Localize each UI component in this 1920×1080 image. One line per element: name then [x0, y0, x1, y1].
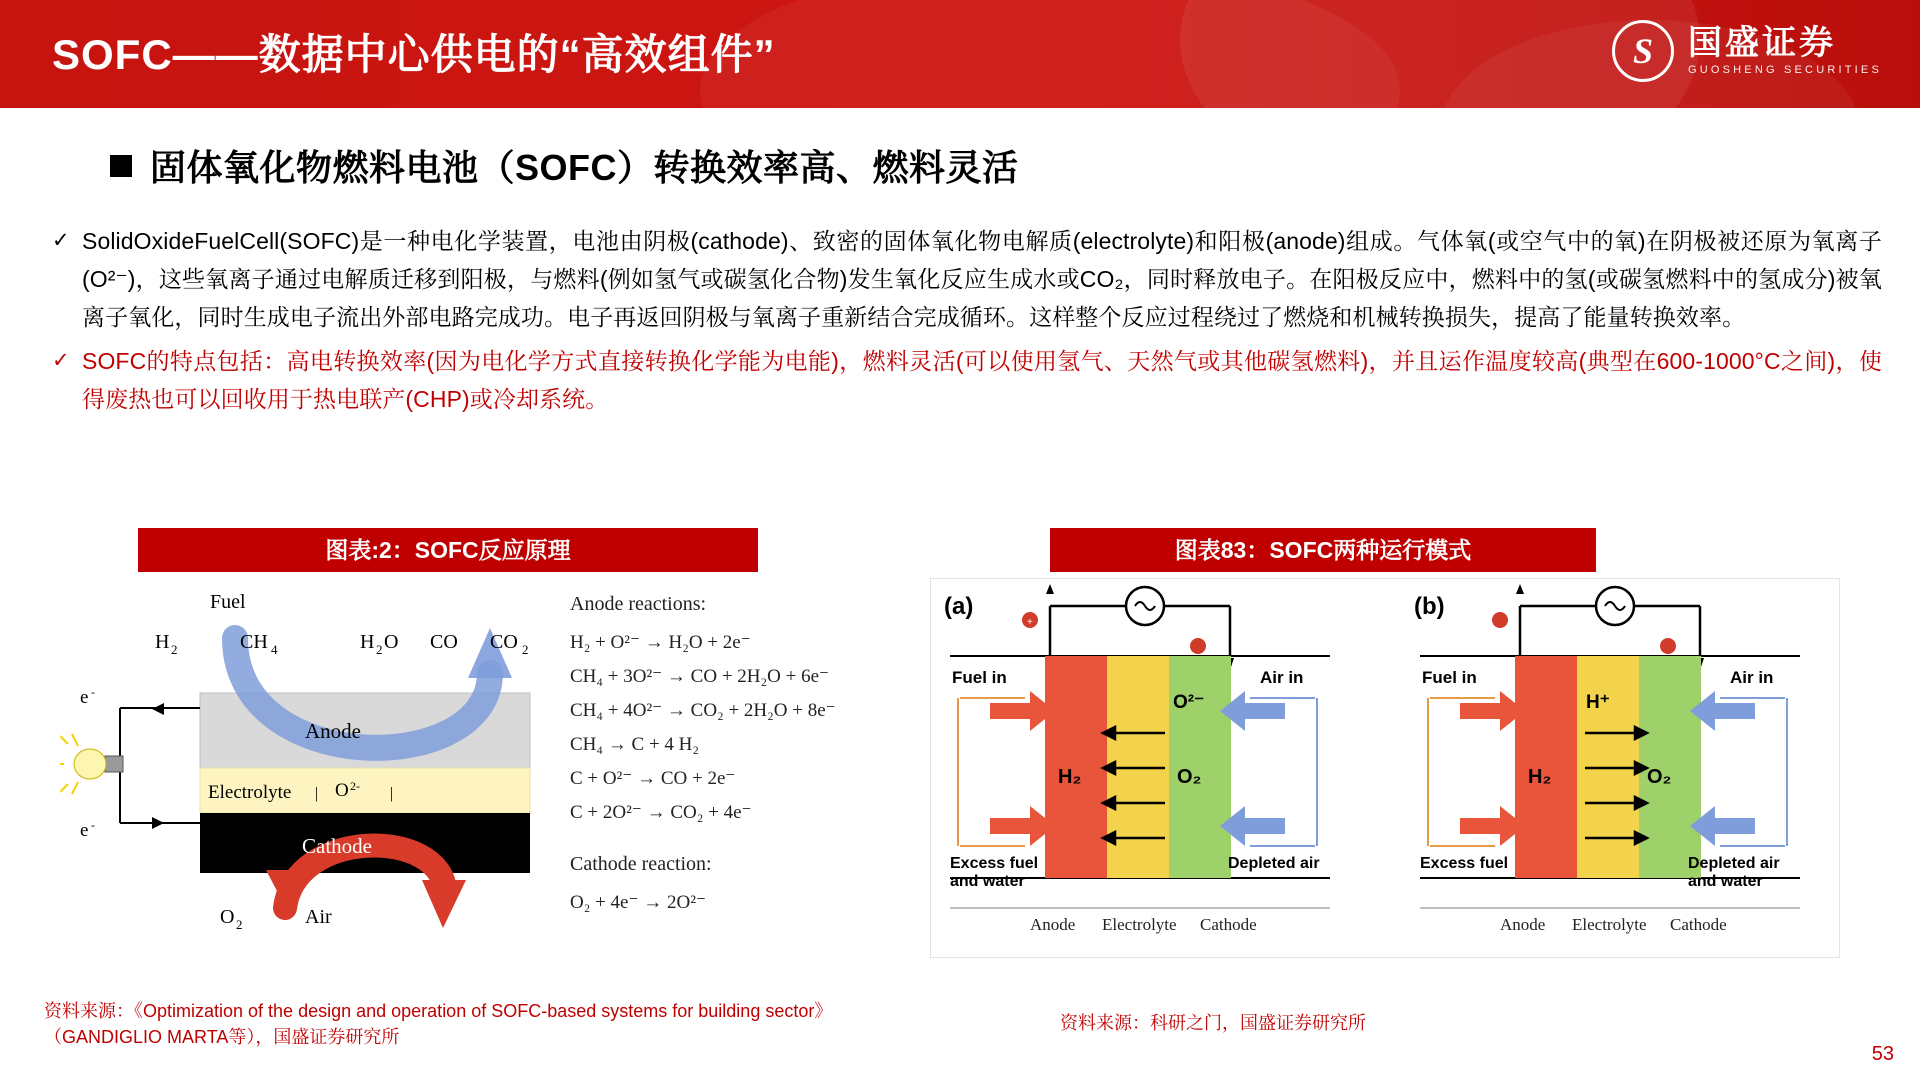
svg-text:Cathode: Cathode: [302, 834, 372, 858]
svg-text:|: |: [315, 785, 319, 802]
svg-text:H₂: H₂: [1528, 766, 1552, 788]
svg-text:CH₄ + 4O²⁻ → CO₂ + 2H₂O + 8e⁻: CH₄ + 4O²⁻ → CO₂ + 2H₂O + 8e⁻: [570, 700, 836, 721]
svg-text:Electrolyte: Electrolyte: [1572, 915, 1647, 934]
svg-text:Excess fuel: Excess fuel: [950, 855, 1039, 872]
svg-text:Depleted air: Depleted air: [1688, 855, 1780, 872]
svg-text:2: 2: [376, 642, 383, 657]
figure-sofc-principle: [60, 578, 940, 968]
svg-text:e: e: [80, 820, 89, 841]
figure-left-source: 资料来源：《Optimization of the design and operation of SOFC-based systems for building sector》（GANDIGLIO MARTA等），国盛证券研究所: [44, 1001, 833, 1047]
svg-text:Fuel: Fuel: [210, 591, 246, 613]
slide-header: [0, 0, 1920, 108]
square-bullet-icon: [110, 155, 132, 177]
svg-text:-: -: [91, 818, 95, 832]
svg-text:O: O: [384, 631, 399, 653]
section-heading-label: 固体氧化物燃料电池（SOFC）转换效率高、燃料灵活: [150, 147, 1019, 188]
svg-text:-: -: [91, 685, 95, 699]
guosheng-logo-icon: [1612, 20, 1674, 82]
svg-text:Cathode: Cathode: [1670, 915, 1727, 934]
brand-name-en: GUOSHENG SECURITIES: [1687, 64, 1882, 77]
paragraph-1-text: SolidOxideFuelCell(SOFC)是一种电化学装置，电池由阴极(cathode)、致密的固体氧化物电解质(electrolyte)和阳极(anode)组成。气体氧(或空气中的氧)在阴极被还原为氧离子(O²⁻)，这些氧离子通过电解质迁移到阳极，与燃料(例如氢气或碳氢化合物)发生氧化反应生成水或CO₂，同时释放电子。在阳极反应中，燃料中的氢(或碳氢燃料中的氢成分)被氧离子氧化，同时生成电子流出外部电路完成功。电子再返回阴极与氧离子重新结合完成循环。这样整个反应过程绕过了燃烧和机械转换损失，提高了能量转换效率。: [82, 228, 1882, 330]
svg-text:H₂ + O²⁻ → H₂O + 2e⁻: H₂ + O²⁻ → H₂O + 2e⁻: [570, 632, 751, 653]
svg-text:and water: and water: [950, 873, 1025, 890]
svg-text:Air: Air: [305, 906, 332, 928]
svg-text:Air in: Air in: [1260, 668, 1304, 687]
svg-text:CH₄ + 3O²⁻ → CO + 2H₂O + 6e⁻: CH₄ + 3O²⁻ → CO + 2H₂O + 6e⁻: [570, 666, 830, 687]
figure-sofc-modes: [930, 578, 1840, 958]
svg-text:+: +: [1027, 617, 1033, 628]
brand-logo-group: [1612, 20, 1882, 82]
svg-text:CO: CO: [430, 631, 458, 653]
brand-text: [1687, 23, 1882, 77]
svg-text:Depleted air: Depleted air: [1228, 855, 1320, 872]
svg-text:and water: and water: [1688, 873, 1763, 890]
svg-text:2: 2: [522, 642, 529, 657]
svg-text:2: 2: [171, 642, 178, 657]
svg-text:2: 2: [236, 917, 243, 932]
svg-text:CH: CH: [240, 631, 268, 653]
paragraph-2: [52, 342, 1882, 418]
paragraph-1: [52, 222, 1882, 336]
svg-text:Air in: Air in: [1730, 668, 1774, 687]
svg-text:Fuel in: Fuel in: [1422, 668, 1477, 687]
svg-text:4: 4: [271, 642, 278, 657]
check-icon: ✓: [52, 229, 70, 252]
svg-text:Excess fuel: Excess fuel: [1420, 855, 1509, 872]
figure-right-source: 资料来源：科研之门，国盛证券研究所: [1060, 1013, 1366, 1033]
svg-text:CH₄ → C + 4 H₂: CH₄ → C + 4 H₂: [570, 734, 700, 755]
figure-left-title: 图表:2：SOFC反应原理: [138, 528, 758, 572]
cathode-reaction-header: Cathode reaction:: [570, 853, 712, 875]
svg-text:(b): (b): [1414, 593, 1445, 620]
svg-text:Electrolyte: Electrolyte: [208, 782, 292, 803]
svg-text:2-: 2-: [350, 779, 360, 793]
figure-right-title: 图表83：SOFC两种运行模式: [1050, 528, 1596, 572]
svg-text:O: O: [335, 780, 349, 801]
page-title: SOFC——数据中心供电的“高效组件”: [52, 31, 776, 78]
body-text-block: [52, 222, 1882, 424]
svg-text:Electrolyte: Electrolyte: [1102, 915, 1177, 934]
svg-text:O²⁻: O²⁻: [1173, 692, 1205, 713]
svg-text:C + 2O²⁻ → CO₂ + 4e⁻: C + 2O²⁻ → CO₂ + 4e⁻: [570, 802, 752, 823]
svg-text:Anode: Anode: [1500, 915, 1546, 934]
logo-letter: S: [1632, 31, 1653, 71]
anode-reactions-header: Anode reactions:: [570, 593, 707, 615]
svg-text:(a): (a): [944, 593, 974, 620]
svg-text:Cathode: Cathode: [1200, 915, 1257, 934]
check-icon: ✓: [52, 349, 70, 372]
page-number: 53: [1871, 1043, 1894, 1065]
svg-text:O₂: O₂: [1647, 766, 1672, 788]
svg-text:H: H: [155, 631, 170, 653]
svg-text:Anode: Anode: [305, 719, 361, 743]
header-decoration-2: [700, 0, 1400, 108]
svg-text:|: |: [390, 785, 394, 802]
svg-text:C + O²⁻ → CO + 2e⁻: C + O²⁻ → CO + 2e⁻: [570, 768, 736, 789]
svg-text:Anode: Anode: [1030, 915, 1076, 934]
svg-text:O: O: [220, 906, 235, 928]
svg-text:H⁺: H⁺: [1586, 692, 1610, 713]
svg-text:O₂ + 4e⁻ → 2O²⁻: O₂ + 4e⁻ → 2O²⁻: [570, 892, 706, 913]
svg-text:H₂: H₂: [1058, 766, 1082, 788]
svg-text:H: H: [360, 631, 375, 653]
svg-text:CO: CO: [490, 631, 518, 653]
brand-name-cn: 国盛证券: [1687, 23, 1836, 62]
svg-text:e: e: [80, 687, 89, 708]
paragraph-2-text: SOFC的特点包括：高电转换效率(因为电化学方式直接转换化学能为电能)，燃料灵活(可以使用氢气、天然气或其他碳氢燃料)，并且运作温度较高(典型在600-1000°C之间)，使得废热也可以回收用于热电联产(CHP)或冷却系统。: [82, 348, 1882, 412]
section-heading: [110, 140, 1019, 191]
svg-text:Fuel in: Fuel in: [952, 668, 1007, 687]
svg-text:O₂: O₂: [1177, 766, 1202, 788]
